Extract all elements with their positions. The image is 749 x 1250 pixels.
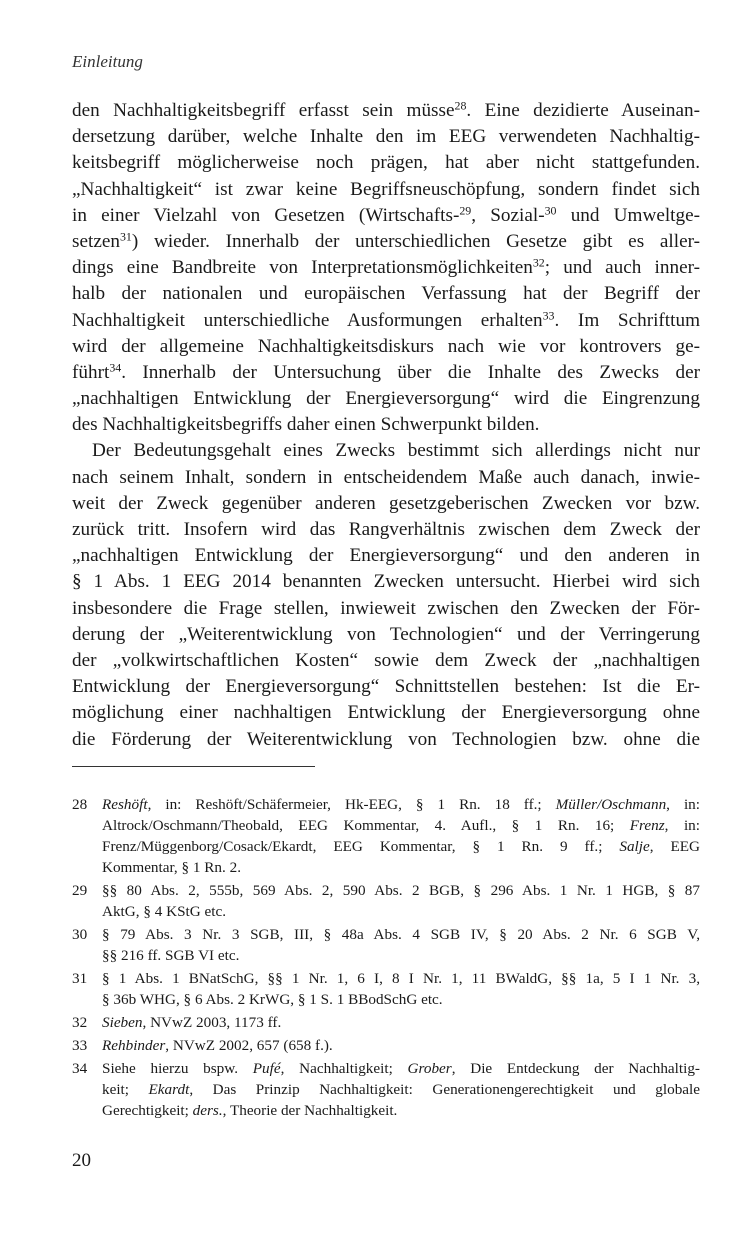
footnote-text: § 1 Abs. 1 BNatSchG, §§ 1 Nr. 1, 6 I, 8 I Nr. 1, 11 BWaldG, §§ 1a, 5 I 1 Nr. 3, § 36b WHG, § 6 Abs. 2 KrWG, § 1 S. 1 BBodSchG etc. (102, 970, 700, 1008)
footnote-number: 29 (72, 882, 88, 899)
footnote-ref[interactable]: 30 (544, 203, 557, 218)
body-line: dings eine Bandbreite von Interpretationsmöglichkeiten$^{32}$; und auch inner- (72, 255, 700, 279)
footnote-text: Rehbinder, NVwZ 2002, 657 (658 f.). (102, 1037, 333, 1054)
body-text (72, 98, 700, 753)
footnote-item (72, 794, 700, 878)
footnote-divider (72, 766, 315, 767)
footnote-item (72, 1012, 700, 1033)
body-line: halb der nationalen und europäischen Verfassung hat der Begriff der (72, 283, 700, 305)
footnote-number: 31 (72, 970, 88, 987)
footnote-ref[interactable]: 32 (532, 255, 545, 270)
body-line: „nachhaltigen Entwicklung der Energieversorgung“ und den anderen in (72, 545, 700, 567)
body-line: die Förderung der Weiterentwicklung von Technologien bzw. ohne die (72, 728, 700, 750)
footnote-ref[interactable]: 31 (119, 229, 132, 244)
page-number: 20 (72, 1150, 91, 1171)
body-line: Entwicklung der Energieversorgung“ Schnittstellen bestehen: Ist die Er- (72, 676, 700, 698)
footnote-text: Sieben, NVwZ 2003, 1173 ff. (102, 1014, 282, 1031)
body-line: den Nachhaltigkeitsbegriff erfasst sein müsse$^{28}$. Eine dezidierte Auseinan- (72, 98, 700, 121)
body-line: Nachhaltigkeit unterschiedliche Ausformungen erhalten$^{33}$. Im Schrifttum (72, 307, 700, 331)
footnote-number: 34 (72, 1060, 88, 1077)
footnote-text: § 79 Abs. 3 Nr. 3 SGB, III, § 48a Abs. 4 SGB IV, § 20 Abs. 2 Nr. 6 SGB V, §§ 216 ff. SGB VI etc. (102, 926, 700, 964)
body-line: der „volkwirtschaftlichen Kosten“ sowie dem Zweck der „nachhaltigen (72, 649, 700, 671)
footnote-number: 32 (72, 1014, 88, 1031)
body-line: dersetzung darüber, welche Inhalte den im EEG verwendeten Nachhaltig- (72, 126, 700, 148)
body-line: keitsbegriff möglicherweise noch prägen, hat aber nicht stattgefunden. (72, 152, 700, 174)
footnote-item (72, 968, 700, 1010)
footnote-item (72, 1058, 700, 1121)
body-line: nach seinem Inhalt, sondern in entscheidendem Maße auch danach, inwie- (72, 466, 700, 488)
body-line: § 1 Abs. 1 EEG 2014 benannten Zwecken untersucht. Hierbei wird sich (72, 571, 700, 593)
footnote-ref[interactable]: 34 (109, 360, 122, 375)
body-line: setzen$^{31}$) wieder. Innerhalb der unterschiedlichen Gesetze gibt es aller- (72, 229, 700, 252)
footnote-item (72, 924, 700, 966)
footnotes (72, 794, 700, 1123)
body-line: „nachhaltigen Entwicklung der Energieversorgung“ wird die Eingrenzung (72, 388, 700, 410)
footnote-text: Reshöft, in: Reshöft/Schäfermeier, Hk-EEG, § 1 Rn. 18 ff.; Müller/Oschmann, in: Altrock/Oschmann/Theobald, EEG Kommentar, 4. Aufl., § 1 Rn. 16; Frenz, in: Frenz/Müggenborg/Cosack/Ekardt, EEG Kommentar, § 1 Rn. 9 ff.; Salje, EEG Kommentar, § 1 Rn. 2. (102, 796, 700, 876)
running-head: Einleitung (72, 52, 143, 71)
footnote-ref[interactable]: 29 (459, 203, 472, 218)
footnote-number: 30 (72, 926, 88, 943)
footnote-number: 28 (72, 796, 88, 813)
body-line: derung der „Weiterentwicklung von Technologien“ und der Verringerung (72, 623, 700, 645)
footnote-item (72, 1035, 700, 1056)
body-line: weit der Zweck gegenüber anderen gesetzgeberischen Zwecken vor bzw. (72, 492, 700, 514)
footnote-number: 33 (72, 1037, 88, 1054)
body-line: führt$^{34}$. Innerhalb der Untersuchung über die Inhalte des Zwecks der (72, 360, 700, 383)
footnote-text: §§ 80 Abs. 2, 555b, 569 Abs. 2, 590 Abs. 2 BGB, § 296 Abs. 1 Nr. 1 HGB, § 87 AktG, § 4 KStG etc. (102, 882, 700, 920)
body-line: wird der allgemeine Nachhaltigkeitsdiskurs nach wie vor kontrovers ge- (72, 335, 700, 357)
body-line: insbesondere die Frage stellen, inwieweit zwischen den Zwecken der För- (72, 597, 700, 619)
body-line: des Nachhaltigkeitsbegriffs daher einen Schwerpunkt bilden. (72, 414, 540, 436)
footnote-text: Siehe hierzu bspw. Pufé, Nachhaltigkeit; Grober, Die Entdeckung der Nachhaltig- keit; Ekardt, Das Prinzip Nachhaltigkeit: Generationengerechtigkeit und globale Gerechtigkeit; ders., Theorie der Nachhaltigkeit. (102, 1060, 700, 1119)
body-line: zurück tritt. Insofern wird das Rangverhältnis zwischen dem Zweck der (72, 519, 700, 540)
body-line: möglichung einer nachhaltigen Entwicklung der Energieversorgung ohne (72, 702, 700, 724)
body-line: in einer Vielzahl von Gesetzen (Wirtschafts-$^{29}$, Sozial-$^{30}$ und Umweltge- (72, 203, 700, 226)
body-line: Der Bedeutungsgehalt eines Zwecks bestimmt sich allerdings nicht nur (92, 440, 700, 462)
footnote-item (72, 880, 700, 922)
body-line: „Nachhaltigkeit“ ist zwar keine Begriffsneuschöpfung, sondern findet sich (72, 178, 700, 200)
footnote-ref[interactable]: 33 (542, 307, 555, 322)
footnote-ref[interactable]: 28 (454, 98, 467, 113)
